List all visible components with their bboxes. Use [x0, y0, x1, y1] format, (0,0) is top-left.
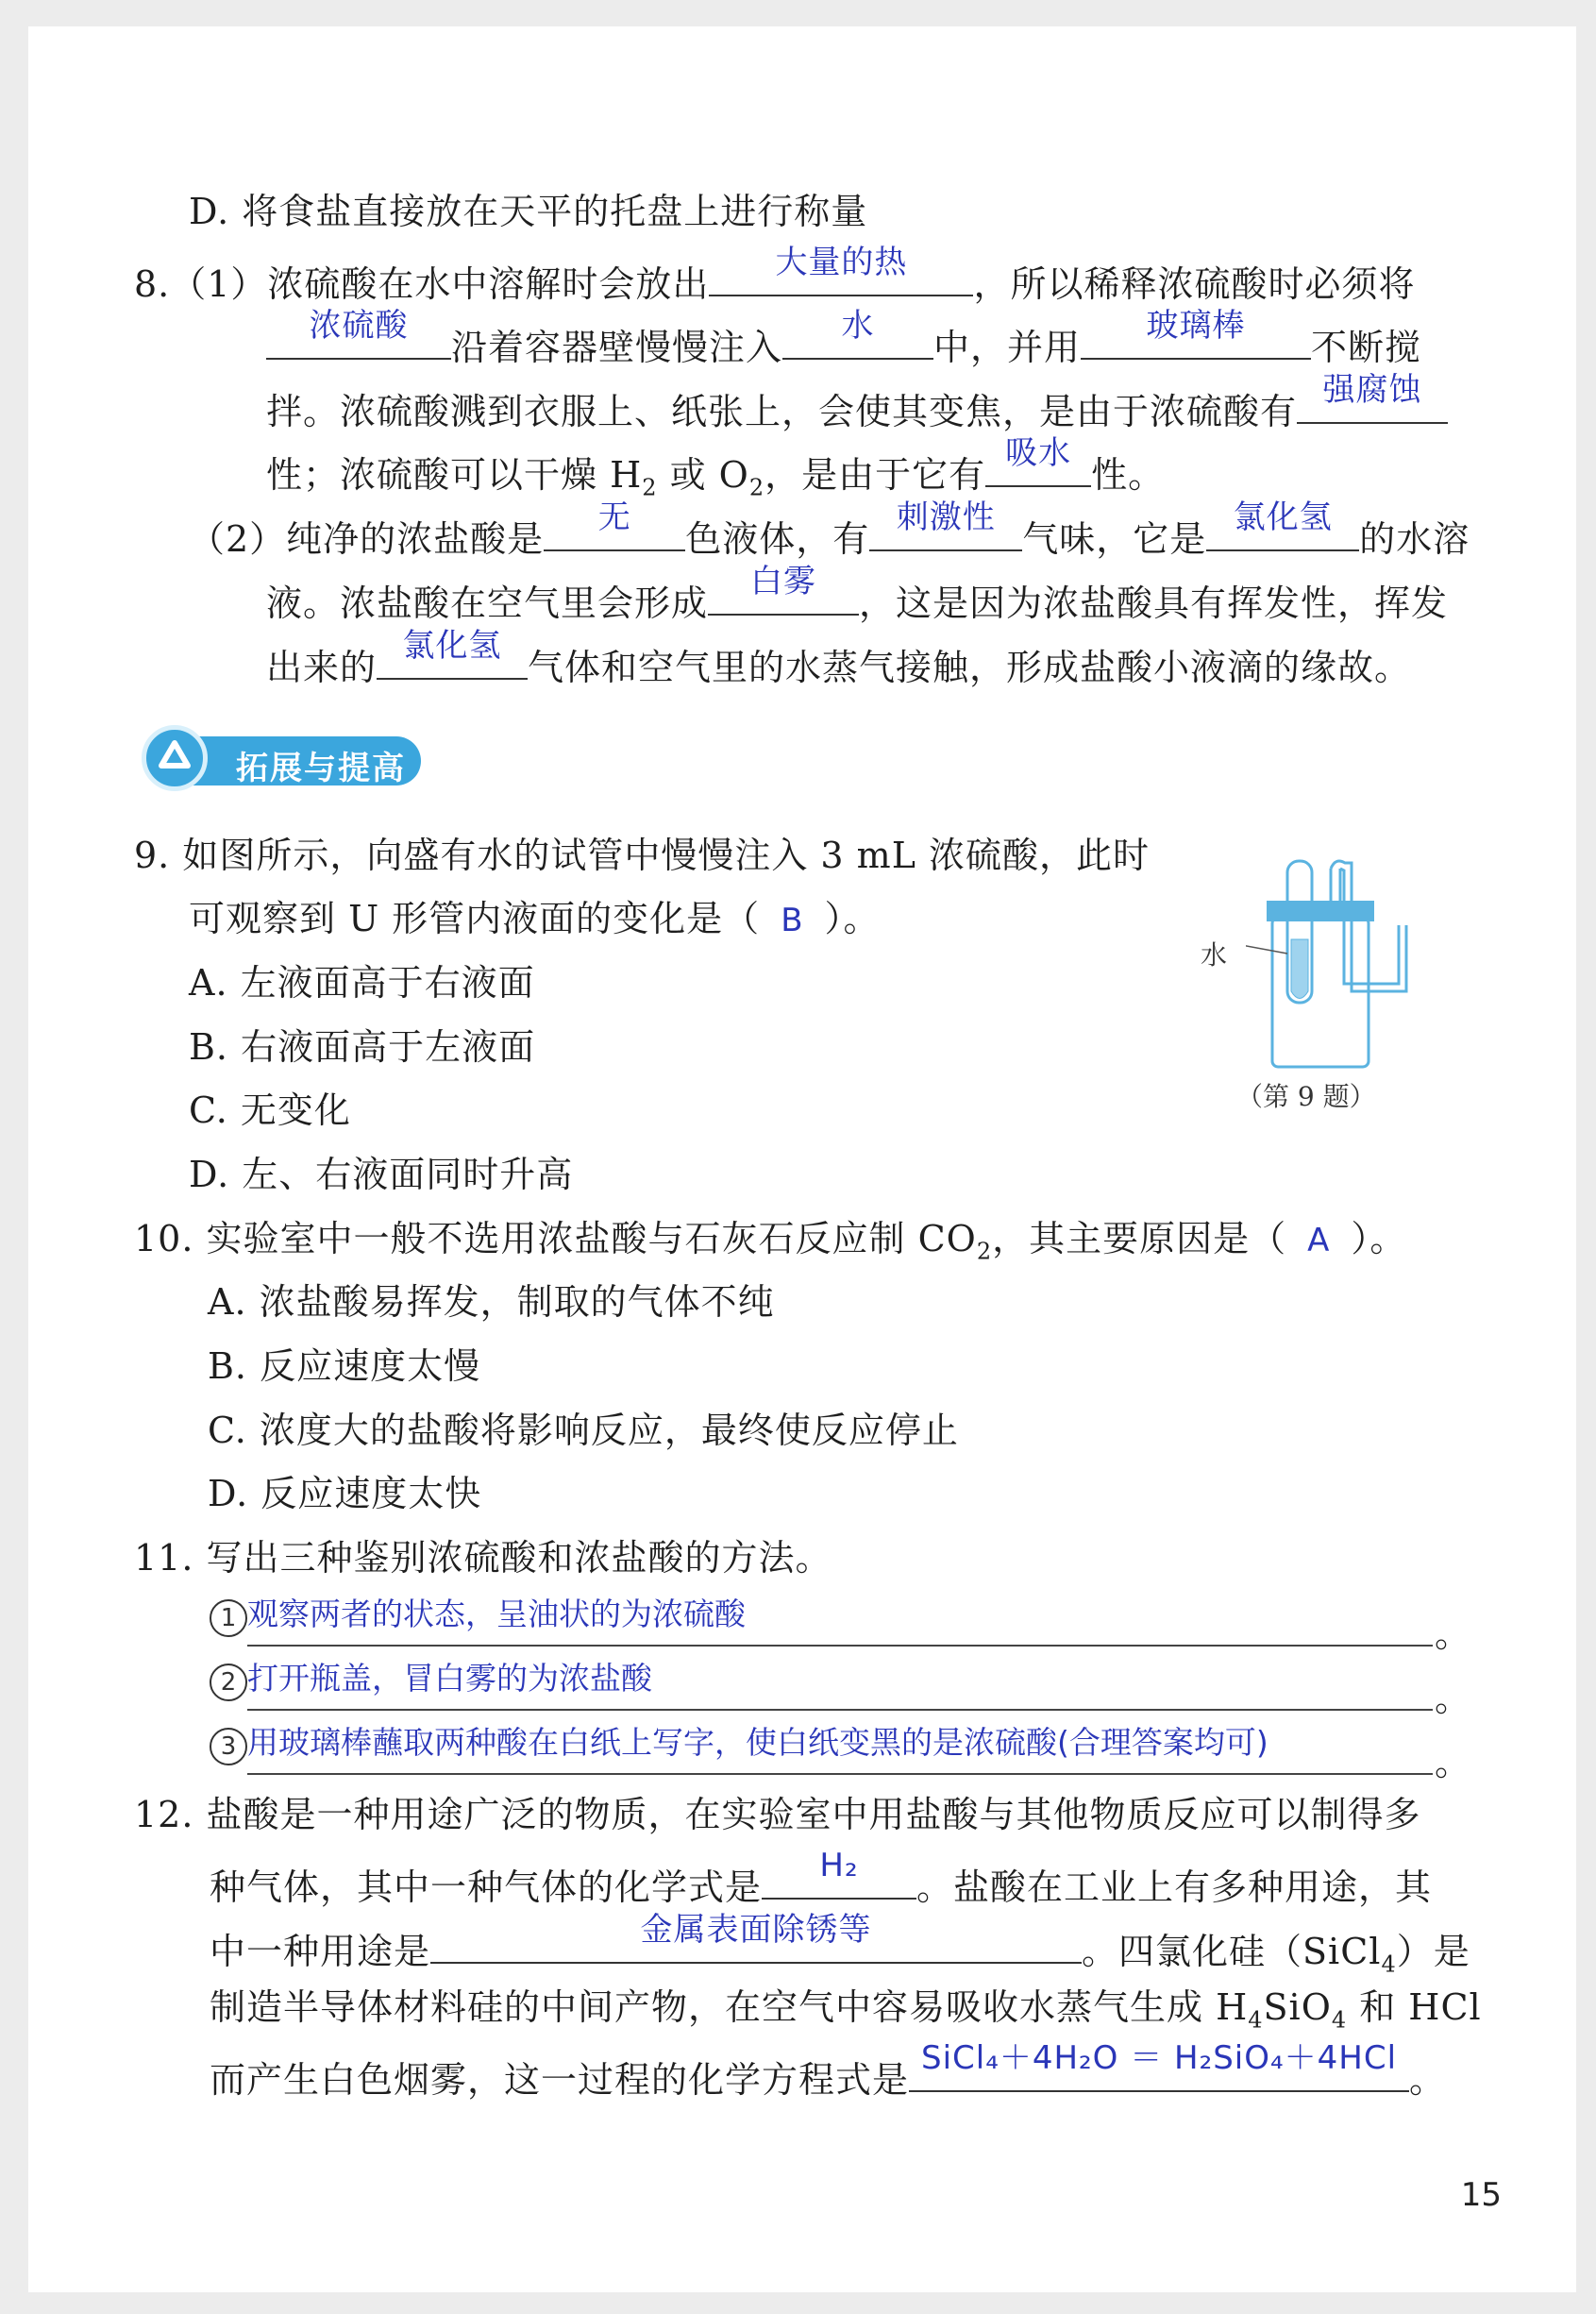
q12-text: 而产生白色烟雾，这一过程的化学方程式是	[210, 2059, 910, 2101]
q12-answer-2: 金属表面除锈等	[640, 1911, 872, 1949]
q12-period: 。	[1409, 2059, 1447, 2101]
q8-text: ，这是因为浓盐酸具有挥发性，挥发	[859, 583, 1449, 624]
q12-text: 和 HCl	[1347, 1986, 1482, 2028]
q8-answer-7: 无	[597, 498, 631, 536]
q8-part2-line3	[266, 627, 1412, 692]
q10-option-d: D. 反应速度太快	[208, 1473, 482, 1514]
q8-blank-10	[708, 563, 859, 616]
circled-number-3: 3	[210, 1728, 247, 1765]
subscript: 2	[642, 474, 658, 501]
q11-period-3: 。	[1435, 1742, 1471, 1783]
q8-answer-9: 氯化氢	[1233, 498, 1333, 536]
q11-period-2: 。	[1435, 1678, 1471, 1719]
q11-answer-line-3	[220, 1724, 1433, 1775]
q8-answer-11: 氯化氢	[402, 627, 502, 665]
figure-water-label: 水	[1201, 939, 1228, 971]
q12-text: 制造半导体材料硅的中间产物，在空气中容易吸收水蒸气生成 H	[210, 1986, 1249, 2028]
q8-part1-line1	[134, 244, 1416, 309]
q8-answer-4: 玻璃棒	[1146, 307, 1246, 345]
q8-text: 不断搅	[1311, 327, 1422, 368]
q12-text: 。四氯化硅（SiCl	[1082, 1931, 1382, 1972]
q8-answer-2: 浓硫酸	[309, 307, 409, 345]
q7-option-d: D. 将食盐直接放在天平的托盘上进行称量	[189, 191, 868, 232]
q12-line5	[210, 2039, 1447, 2104]
q10-option-b: B. 反应速度太慢	[208, 1345, 481, 1387]
q9-text: ）。	[824, 898, 881, 939]
q8-text: 性；浓硫酸可以干燥 H	[266, 454, 643, 496]
q8-text: 沿着容器壁慢慢注入	[451, 327, 783, 368]
q8-answer-6: 吸水	[1005, 434, 1072, 472]
q9-option-c: C. 无变化	[189, 1089, 351, 1131]
section-title: 拓展与提高	[236, 750, 406, 787]
q12-text: ）是	[1396, 1931, 1470, 1972]
q9-option-b: B. 右液面高于左液面	[189, 1026, 536, 1068]
q8-blank-4	[1081, 307, 1311, 360]
section-banner	[142, 725, 425, 793]
circled-number-2: 2	[210, 1664, 247, 1701]
q8-part2-line1	[189, 498, 1470, 564]
page-number: 15	[1460, 2176, 1502, 2214]
q11-stem: 11. 写出三种鉴别浓硫酸和浓盐酸的方法。	[134, 1537, 832, 1579]
q8-answer-10: 白雾	[750, 563, 817, 600]
q11-period-1: 。	[1435, 1613, 1471, 1655]
q12-blank-3	[909, 2039, 1409, 2092]
subscript: 4	[1331, 2006, 1348, 2034]
q12-text: 种气体，其中一种气体的化学式是	[210, 1866, 763, 1908]
q8-text: 中，并用	[933, 327, 1082, 368]
q8-part1-line2	[266, 307, 1422, 372]
q8-part2-line2	[266, 563, 1449, 628]
q8-text: 的水溶	[1359, 518, 1470, 560]
q12-text: 。盐酸在工业上有多种用途，其	[916, 1866, 1433, 1908]
q8-text: 气味，它是	[1022, 518, 1207, 560]
q12-answer-1: H₂	[819, 1847, 859, 1884]
q8-text: 性。	[1091, 454, 1166, 496]
q8-answer-8: 刺激性	[896, 498, 996, 536]
q11-answer-1: 观察两者的状态，呈油状的为浓硫酸	[247, 1596, 746, 1632]
subscript: 4	[1381, 1951, 1397, 1978]
q8-text: 液。浓盐酸在空气里会形成	[266, 583, 709, 624]
q8-text: ，所以稀释浓硫酸时必须将	[973, 263, 1416, 305]
q9-option-a: A. 左液面高于右液面	[189, 962, 535, 1004]
q8-text: 或 O	[657, 454, 749, 496]
q10-answer: A	[1307, 1222, 1331, 1259]
q8-text: 色液体，有	[685, 518, 870, 560]
q8-blank-8	[869, 498, 1022, 551]
q8-blank-6	[985, 434, 1091, 487]
q8-answer-1: 大量的热	[775, 244, 908, 281]
q11-answer-line-2	[220, 1660, 1433, 1711]
q10-stem	[134, 1214, 1406, 1276]
q12-line2	[210, 1847, 1433, 1912]
q8-blank-7	[544, 498, 685, 551]
triangle-badge-icon	[142, 725, 208, 791]
q10-text: ）。	[1351, 1218, 1407, 1259]
q8-blank-5	[1297, 371, 1448, 424]
q10-option-c: C. 浓度大的盐酸将影响反应，最终使反应停止	[208, 1410, 959, 1451]
q12-line1: 12. 盐酸是一种用途广泛的物质，在实验室中用盐酸与其他物质反应可以制得多	[134, 1794, 1421, 1835]
figure-flask-u-tube	[1246, 850, 1435, 1076]
q8-blank-2	[266, 307, 451, 360]
subscript: 2	[976, 1238, 993, 1265]
q8-text: 拌。浓硫酸溅到衣服上、纸张上，会使其变焦，是由于浓硫酸有	[266, 391, 1298, 432]
q12-answer-3: SiCl₄＋4H₂O ＝ H₂SiO₄＋4HCl	[920, 2039, 1398, 2077]
q8-text: 气体和空气里的水蒸气接触，形成盐酸小液滴的缘故。	[528, 647, 1412, 688]
q12-blank-2	[430, 1911, 1082, 1964]
q8-answer-5: 强腐蚀	[1322, 371, 1422, 409]
q8-blank-1	[709, 244, 973, 296]
subscript: 4	[1248, 2006, 1264, 2034]
q8-blank-9	[1206, 498, 1359, 551]
q8-text: （2）纯净的浓盐酸是	[189, 518, 545, 560]
q8-answer-3: 水	[841, 307, 875, 345]
q9-text: 可观察到 U 形管内液面的变化是（	[189, 898, 761, 939]
q11-answer-3: 用玻璃棒蘸取两种酸在白纸上写字，使白纸变黑的是浓硫酸(合理答案均可)	[247, 1724, 1268, 1761]
q8-blank-3	[782, 307, 933, 360]
figure-caption: （第 9 题）	[1236, 1081, 1376, 1112]
circled-number-1: 1	[210, 1599, 247, 1637]
q8-text: ，是由于它有	[764, 454, 986, 496]
q12-text: SiO	[1263, 1986, 1332, 2028]
subscript: 2	[748, 474, 765, 501]
q10-text: ，其主要原因是（	[992, 1218, 1287, 1259]
q11-answer-line-1	[220, 1596, 1433, 1647]
q8-text: 出来的	[266, 647, 378, 688]
q8-part1-line3	[266, 371, 1448, 436]
q11-answer-2: 打开瓶盖，冒白雾的为浓盐酸	[247, 1660, 652, 1697]
q9-stem-line1: 9. 如图所示，向盛有水的试管中慢慢注入 3 mL 浓硫酸，此时	[134, 835, 1151, 876]
q9-option-d: D. 左、右液面同时升高	[189, 1154, 574, 1195]
q10-text: 10. 实验室中一般不选用浓盐酸与石灰石反应制 CO	[134, 1218, 977, 1259]
q8-text: 8.（1）浓硫酸在水中溶解时会放出	[134, 263, 710, 305]
q9-answer: B	[781, 902, 804, 939]
q12-blank-1	[762, 1847, 916, 1900]
q8-part1-line4	[266, 434, 1166, 513]
q9-stem-line2	[189, 894, 881, 945]
q8-blank-11	[377, 627, 528, 680]
q10-option-a: A. 浓盐酸易挥发，制取的气体不纯	[208, 1281, 775, 1323]
q12-line3	[210, 1911, 1470, 1989]
q12-text: 中一种用途是	[210, 1931, 431, 1972]
